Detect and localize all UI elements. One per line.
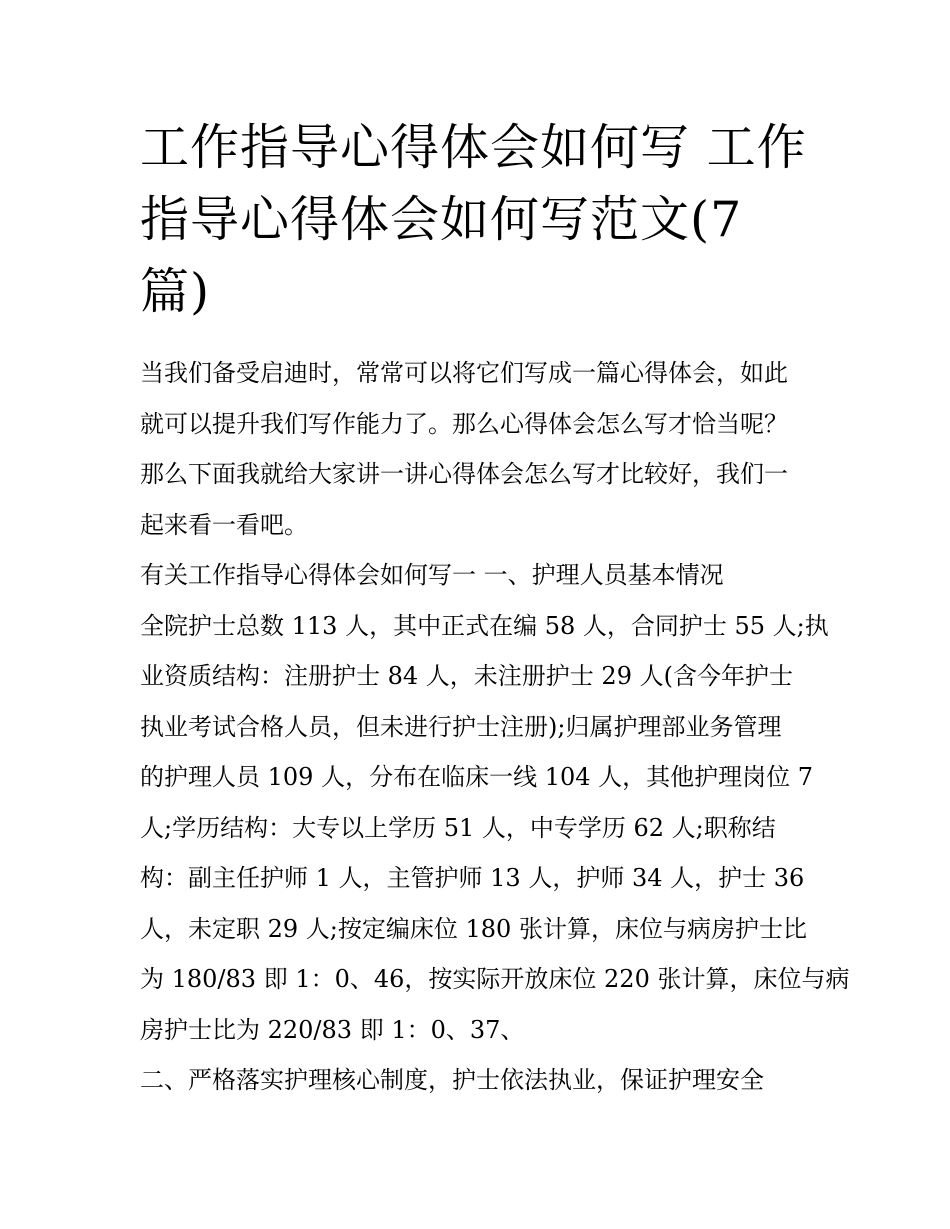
text-line: 的护理人员 109 人，分布在临床一线 104 人，其他护理岗位 7 bbox=[140, 763, 814, 791]
paragraph-heading-one bbox=[140, 550, 820, 601]
text-line: 人，未定职 29 人;按定编床位 180 张计算，床位与病房护士比 bbox=[140, 914, 807, 943]
text-line: 就可以提升我们写作能力了。那么心得体会怎么写才恰当呢？ bbox=[140, 409, 788, 438]
text-line: 房护士比为 220/83 即 1：0、37、 bbox=[140, 1015, 525, 1044]
text-line: 人;学历结构：大专以上学历 51 人，中专学历 62 人;职称结 bbox=[140, 813, 776, 842]
document-body bbox=[140, 348, 850, 1106]
paragraph-heading-two bbox=[140, 1055, 820, 1106]
title-line: 指导心得体会如何写范文(7 bbox=[140, 191, 743, 248]
text-line: 那么下面我就给大家讲一讲心得体会怎么写才比较好，我们一 bbox=[140, 460, 788, 488]
text-line: 二、严格落实护理核心制度，护士依法执业，保证护理安全 bbox=[140, 1066, 764, 1094]
title-line: 工作指导心得体会如何写 工作 bbox=[140, 119, 807, 176]
text-line: 执业考试合格人员，但未进行护士注册);归属护理部业务管理 bbox=[140, 712, 782, 741]
document-title bbox=[140, 112, 820, 328]
text-line: 业资质结构：注册护士 84 人，未注册护士 29 人(含今年护士 bbox=[140, 662, 793, 690]
text-line: 构：副主任护师 1 人，主管护师 13 人，护师 34 人，护士 36 bbox=[140, 864, 805, 892]
text-line: 有关工作指导心得体会如何写一 一、护理人员基本情况 bbox=[140, 561, 724, 589]
title-line: 篇) bbox=[140, 263, 211, 320]
text-line: 当我们备受启迪时，常常可以将它们写成一篇心得体会，如此 bbox=[140, 359, 788, 387]
text-line: 起来看一看吧。 bbox=[140, 510, 308, 539]
text-line: 为 180/83 即 1：0、46，按实际开放床位 220 张计算，床位与病 bbox=[140, 965, 850, 993]
paragraph-staff-stats bbox=[140, 601, 850, 1056]
text-line: 全院护士总数 113 人，其中正式在编 58 人，合同护士 55 人;执 bbox=[140, 611, 829, 640]
document-page bbox=[140, 112, 850, 1106]
paragraph-intro bbox=[140, 348, 820, 550]
